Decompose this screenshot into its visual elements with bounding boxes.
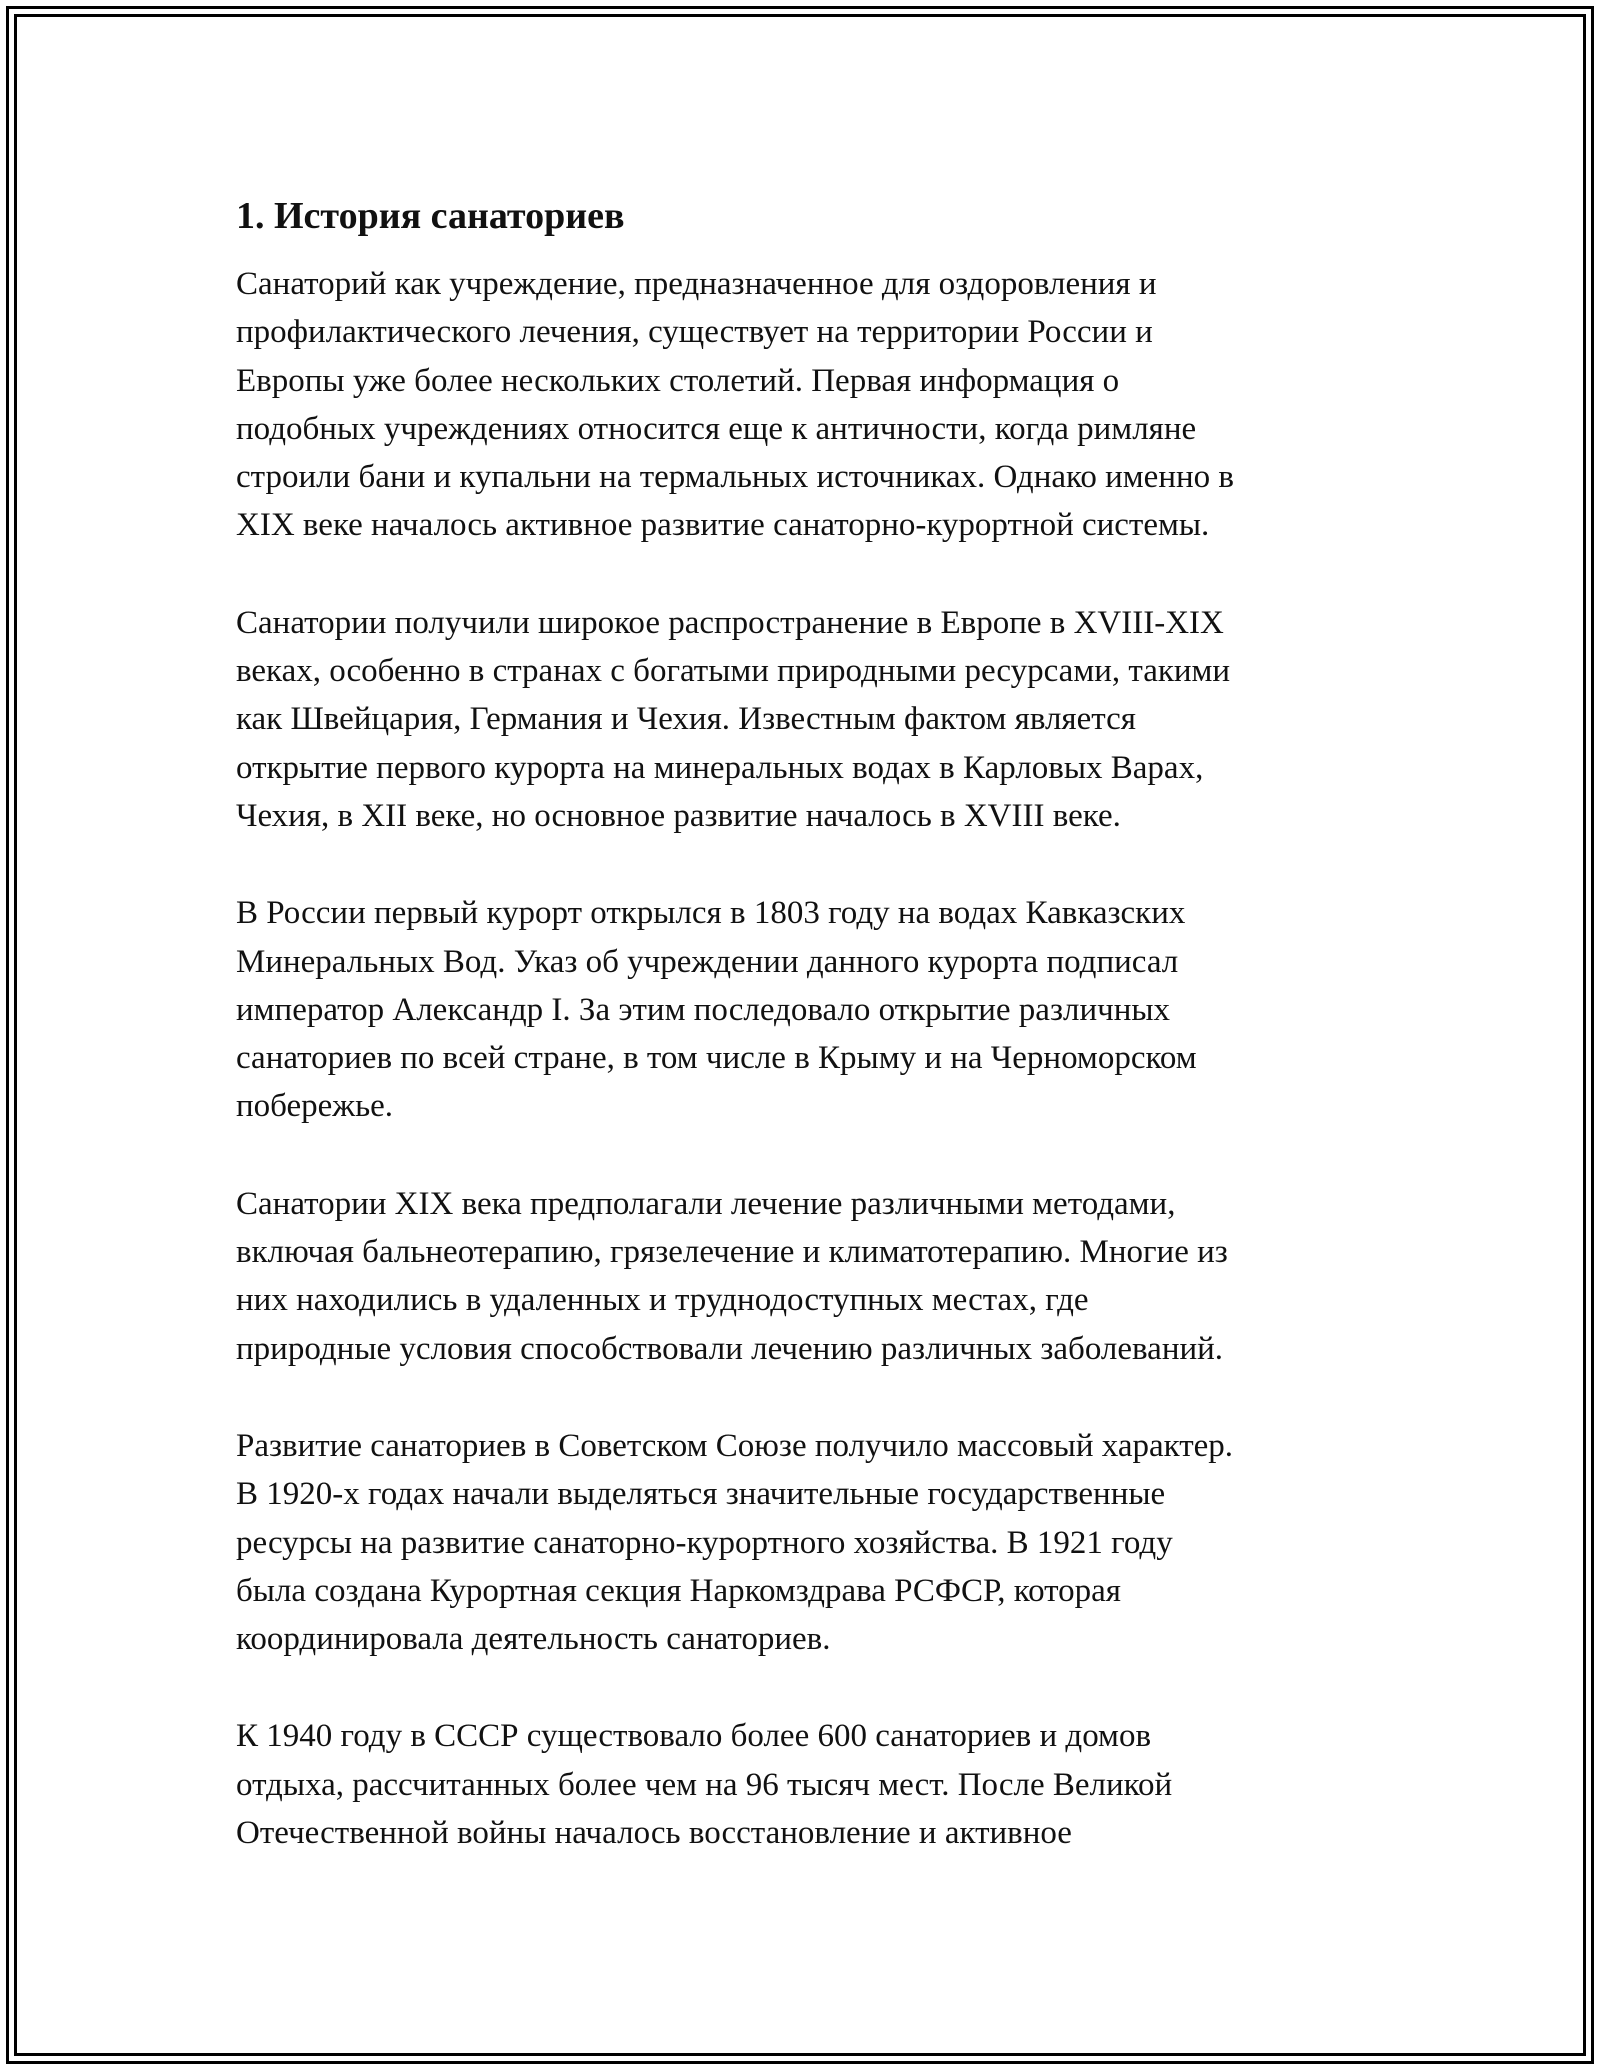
text-line: веках, особенно в странах с богатыми природными ресурсами, такими bbox=[236, 653, 1231, 690]
text-line: включая бальнеотерапию, грязелечение и климатотерапию. Многие из bbox=[236, 1234, 1228, 1271]
text-line: XIX веке началось активное развитие санаторно-курортной системы. bbox=[236, 507, 1210, 544]
text-line: санаториев по всей стране, в том числе в Крыму и на Черноморском bbox=[236, 1040, 1197, 1077]
text-line: подобных учреждениях относится еще к античности, когда римляне bbox=[236, 410, 1197, 447]
text-line: Минеральных Вод. Указ об учреждении данного курорта подписал bbox=[236, 943, 1179, 980]
paragraph bbox=[236, 1180, 1366, 1373]
text-line: В 1920-х годах начали выделяться значительные государственные bbox=[236, 1476, 1166, 1513]
text-line: К 1940 году в СССР существовало более 600 санаториев и домов bbox=[236, 1718, 1152, 1755]
text-line: была создана Курортная секция Наркомздрава РСФСР, которая bbox=[236, 1572, 1121, 1609]
text-line: Европы уже более нескольких столетий. Первая информация о bbox=[236, 362, 1120, 399]
text-line: В России первый курорт открылся в 1803 году на водах Кавказских bbox=[236, 895, 1186, 932]
text-line: побережье. bbox=[236, 1088, 394, 1125]
text-line: ресурсы на развитие санаторно-курортного хозяйства. В 1921 году bbox=[236, 1524, 1173, 1561]
text-line: Санаторий как учреждение, предназначенное для оздоровления и bbox=[236, 266, 1157, 302]
section-heading: 1. История санаториев bbox=[236, 195, 625, 237]
paragraph bbox=[236, 1712, 1366, 1857]
text-line: как Швейцария, Германия и Чехия. Известным фактом является bbox=[236, 701, 1136, 738]
text-line: открытие первого курорта на минеральных водах в Карловых Варах, bbox=[236, 749, 1204, 786]
text-line: отдыха, рассчитанных более чем на 96 тысяч мест. После Великой bbox=[236, 1766, 1173, 1803]
text-line: Отечественной войны началось восстановление и активное bbox=[236, 1815, 1072, 1852]
text-line: Развитие санаториев в Советском Союзе получило массовый характер. bbox=[236, 1427, 1234, 1464]
text-line: строили бани и купальни на термальных источниках. Однако именно в bbox=[236, 459, 1234, 496]
text-line: природные условия способствовали лечению различных заболеваний. bbox=[236, 1330, 1224, 1367]
paragraph bbox=[236, 599, 1366, 840]
text-line: координировала деятельность санаториев. bbox=[236, 1621, 831, 1658]
paragraph bbox=[236, 1422, 1366, 1663]
text-line: император Александр I. За этим последовало открытие различных bbox=[236, 991, 1171, 1028]
text-line: них находились в удаленных и труднодоступных местах, где bbox=[236, 1282, 1089, 1319]
paragraph bbox=[236, 260, 1366, 550]
paragraph bbox=[236, 889, 1366, 1130]
text-line: Чехия, в XII веке, но основное развитие началось в XVIII веке. bbox=[236, 797, 1121, 834]
text-line: профилактического лечения, существует на территории России и bbox=[236, 314, 1153, 351]
text-line: Санатории получили широкое распространение в Европе в XVIII-XIX bbox=[236, 604, 1224, 641]
text-line: Санатории XIX века предполагали лечение различными методами, bbox=[236, 1185, 1176, 1222]
document-body bbox=[236, 188, 1366, 1857]
